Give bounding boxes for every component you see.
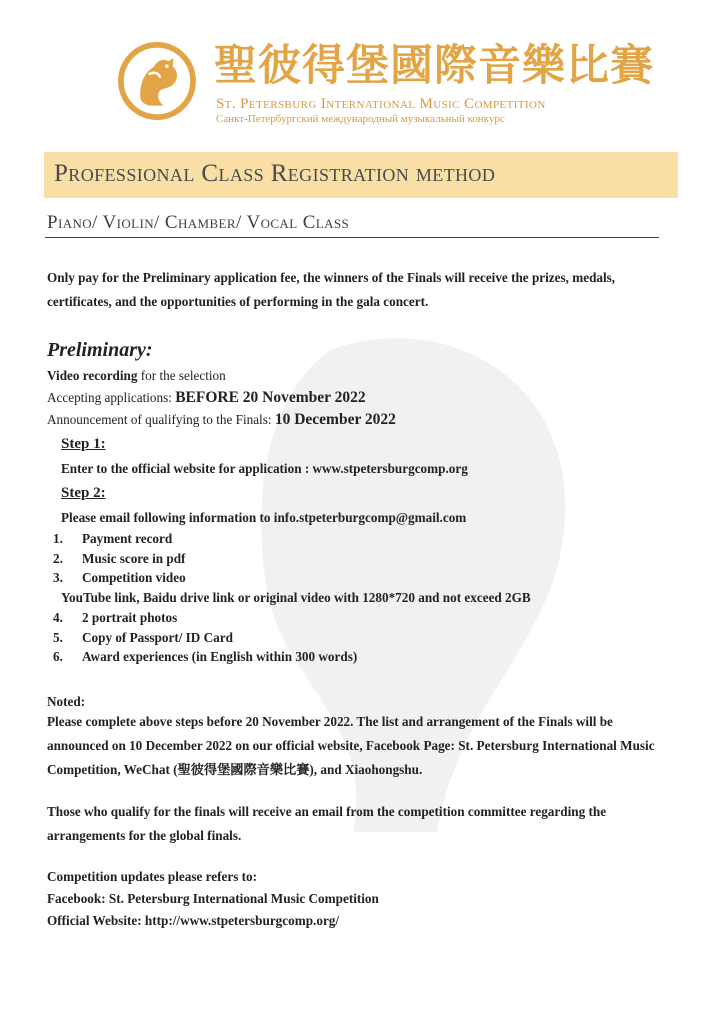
video-recording-rest: for the selection [137,368,226,383]
list-item: 3. Competition video [53,570,186,586]
class-subheading: Piano/ Violin/ Chamber/ Vocal Class [47,212,350,233]
list-item: 4. 2 portrait photos [53,610,178,625]
step-1-heading: Step 1: [61,436,106,452]
competition-title-chinese: 聖彼得堡國際音樂比賽 [214,41,654,91]
video-format-note: YouTube link, Baidu drive link or original video with 1280*720 and not exceed 2GB [61,590,531,605]
step-2-text: Please email following information to info.stpeterburgcomp@gmail.com [61,510,467,525]
accepting-applications-line [47,389,366,407]
video-recording-bold: Video recording [47,368,138,383]
horse-logo-icon [116,40,198,122]
requirements-list-b [47,608,357,667]
list-item: 6. Award experiences (in English within 300 words) [53,649,358,665]
step-2-heading: Step 2: [61,485,106,501]
noted-label: Noted: [47,694,86,709]
updates-label: Competition updates please refers to: [47,869,257,884]
video-recording-line [47,368,226,384]
list-item: 2. Music score in pdf [53,550,186,566]
website-line: Official Website: http://www.stpetersburgcomp.org/ [47,913,340,928]
competition-title-russian: Санкт-Петербургский международный музыкальный конкурс [216,113,505,125]
subheading-divider [45,237,659,238]
announcement-line [47,411,396,429]
requirements-list-a [47,529,186,588]
facebook-line: Facebook: St. Petersburg International Music Competition [47,891,379,906]
list-item: 5. Copy of Passport/ ID Card [53,629,233,645]
noted-paragraph: Please complete above steps before 20 November 2022. The list and arrangement of the Finals will be announced on 10 December 2022 on our official website, Facebook Page: St. Petersburg International Music Competition, WeChat (聖彼得堡國際音樂比賽), and Xiaohongshu. [47,714,655,777]
announcement-date: 10 December 2022 [274,411,396,428]
list-item: 1. Payment record [53,531,173,546]
step-1-text: Enter to the official website for application : www.stpetersburgcomp.org [61,461,468,476]
intro-paragraph: Only pay for the Preliminary application fee, the winners of the Finals will receive the prizes, medals, certificates, and the opportunities of performing in the gala concert. [47,270,616,309]
accepting-deadline: BEFORE 20 November 2022 [175,389,366,406]
accepting-label: Accepting applications: [47,390,176,405]
preliminary-heading: Preliminary: [47,339,153,361]
competition-title-english: St. Petersburg International Music Competition [216,96,546,112]
announcement-label: Announcement of qualifying to the Finals: [47,412,275,427]
page-title: Professional Class Registration method [54,160,496,187]
finals-note-paragraph: Those who qualify for the finals will receive an email from the competition committee regarding the arrangements for the global finals. [47,804,607,843]
